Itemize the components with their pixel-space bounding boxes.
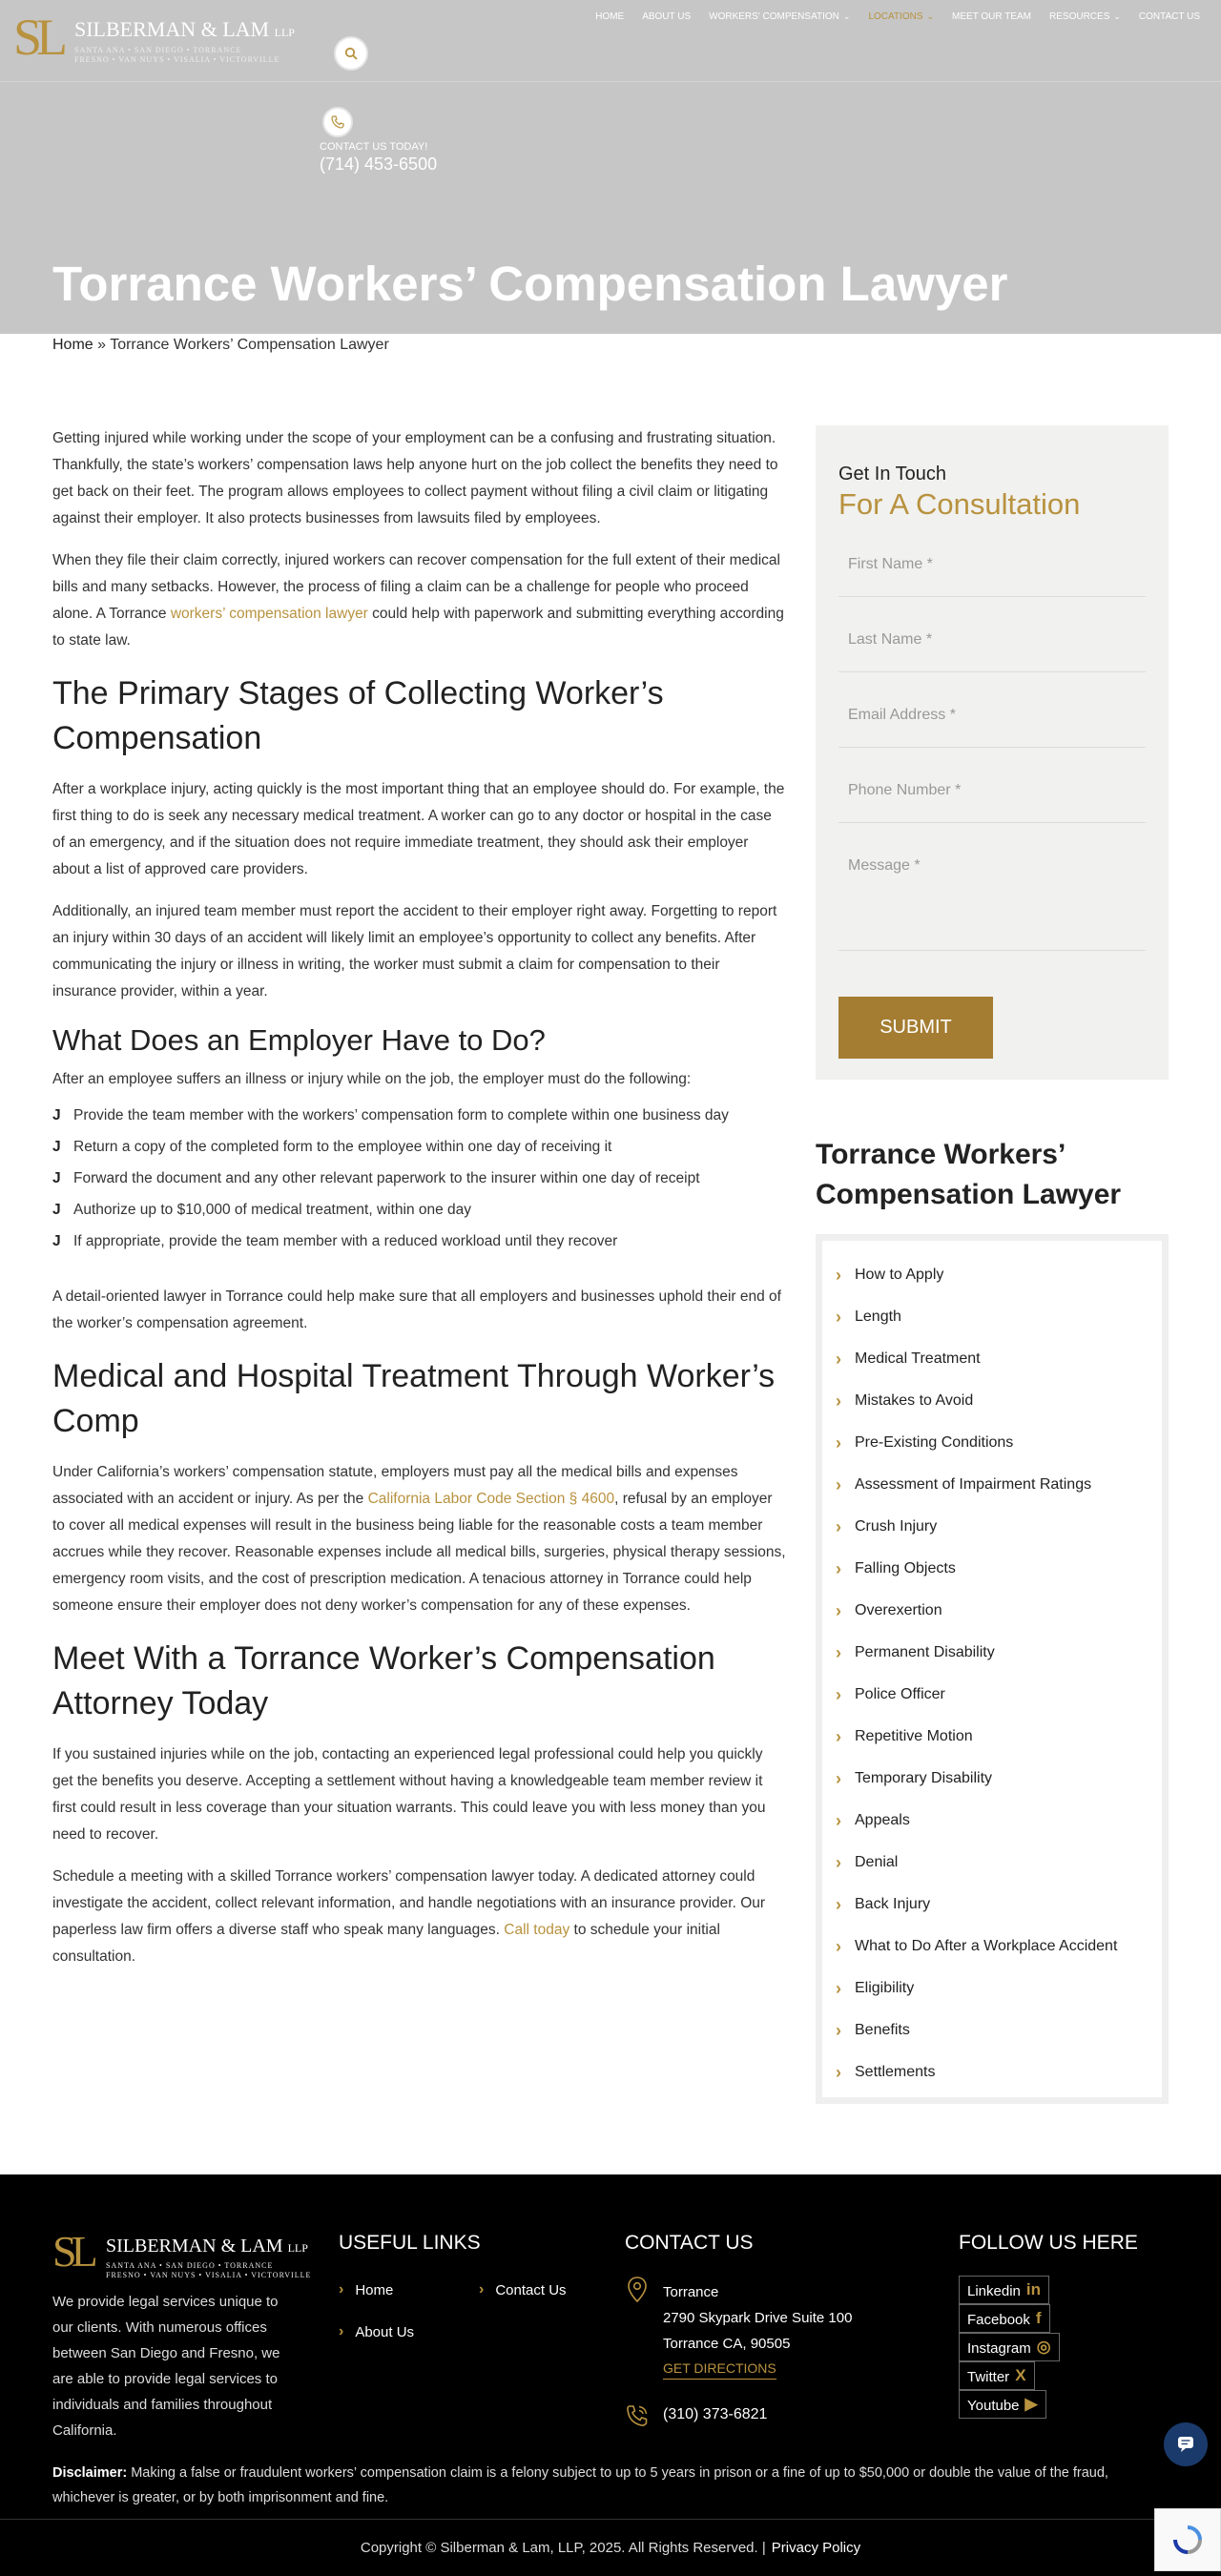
chevron-right-icon: ›: [836, 1768, 841, 1788]
chevron-right-icon: ›: [836, 1978, 841, 1998]
sidebar-link[interactable]: › How to Apply: [836, 1265, 944, 1285]
sidebar-link[interactable]: › Police Officer: [836, 1684, 945, 1704]
nav-item[interactable]: RESOURCES ⌄: [1049, 11, 1121, 22]
address-street: 2790 Skypark Drive Suite 100: [663, 2310, 853, 2326]
consultation-form: [816, 425, 1169, 1080]
subsection-heading: What Does an Employer Have to Do?: [52, 1023, 546, 1057]
chevron-right-icon: ›: [836, 1391, 841, 1411]
contact-heading: CONTACT US: [625, 2232, 754, 2254]
sidebar-link[interactable]: › Crush Injury: [836, 1516, 938, 1536]
chevron-right-icon: ›: [339, 2323, 344, 2339]
sidebar-link[interactable]: › Eligibility: [836, 1978, 915, 1998]
nav-item[interactable]: CONTACT US: [1138, 11, 1200, 22]
section-heading: Meet With a Torrance Worker’s Compensation Attorney Today: [52, 1640, 715, 1721]
sidebar-link[interactable]: › Temporary Disability: [836, 1768, 993, 1788]
list-bullet-icon: J: [52, 1107, 61, 1123]
chevron-down-icon: ⌄: [926, 11, 935, 21]
phone-icon: [331, 115, 344, 129]
section-heading: Medical and Hospital Treatment Through Worker’s Comp: [52, 1358, 776, 1439]
sidebar-link[interactable]: › Appeals: [836, 1810, 910, 1830]
chevron-right-icon: ›: [836, 1558, 841, 1578]
chevron-right-icon: ›: [836, 2020, 841, 2040]
footer-link-contact[interactable]: › Contact Us: [479, 2281, 567, 2298]
sidebar-title: Torrance Workers’ Compensation Lawyer: [816, 1139, 1122, 1210]
nav-item[interactable]: MEET OUR TEAM: [952, 11, 1032, 22]
recaptcha-badge[interactable]: [1154, 2508, 1221, 2571]
privacy-policy-link[interactable]: Privacy Policy: [771, 2540, 861, 2556]
facebook-icon: f: [1035, 2309, 1042, 2327]
labor-code-link[interactable]: California Labor Code Section § 4600: [367, 1491, 615, 1507]
footer-logo-name: SILBERMAN & LAM: [106, 2236, 283, 2257]
list-bullet-icon: J: [52, 1139, 61, 1155]
paragraph: If you sustained injuries while on the job, contacting an experienced legal professional could help you quickly get the benefits you deserve. Accepting a settlement without having a knowledgeable team member review it first could result in less coverage than your situation warrants. This could leave you with less money than you need to recover.: [52, 1746, 766, 1843]
logo-mark: SL: [13, 9, 63, 66]
contact-phone-button[interactable]: [322, 107, 353, 137]
hero-banner: [0, 0, 1221, 334]
chevron-right-icon: ›: [836, 1684, 841, 1704]
sidebar-link[interactable]: › Length: [836, 1307, 901, 1327]
logo-name: SILBERMAN & LAM: [74, 17, 270, 41]
footer-phone-number[interactable]: (310) 373-6821: [663, 2406, 768, 2422]
copyright-text: Copyright © Silberman & Lam, LLP, 2025. All Rights Reserved. |: [360, 2540, 766, 2556]
chevron-right-icon: ›: [836, 1307, 841, 1327]
sidebar-link[interactable]: › Benefits: [836, 2020, 910, 2040]
list-item: J Authorize up to $10,000 of medical treatment, within one day: [52, 1197, 787, 1224]
sidebar-link[interactable]: › Repetitive Motion: [836, 1726, 973, 1746]
main-nav: [595, 11, 1200, 22]
disclaimer-text: Making a false or fraudulent workers’ compensation claim is a felony subject to up to 5 years in prison or a fine of up to $50,000 or double the value of the fraud, whichever is greater, or by both imprisonment and fine.: [52, 2465, 1108, 2505]
section-heading: The Primary Stages of Collecting Worker’s Compensation: [52, 675, 664, 756]
site-footer: [0, 2174, 1221, 2576]
top-navigation-bar: [0, 0, 1221, 82]
recaptcha-icon: [1171, 2524, 1204, 2556]
chevron-right-icon: ›: [836, 1810, 841, 1830]
article-body: [52, 425, 787, 1986]
paragraph: After an employee suffers an illness or injury while on the job, the employer must do the following:: [52, 1071, 692, 1087]
sidebar-link[interactable]: › Assessment of Impairment Ratings: [836, 1474, 1092, 1494]
social-link-twitter[interactable]: Twitter X: [959, 2361, 1035, 2390]
logo-suffix: LLP: [274, 26, 295, 39]
youtube-icon: ▶: [1024, 2395, 1038, 2413]
nav-item[interactable]: LOCATIONS ⌄: [868, 11, 935, 22]
address-city: Torrance: [663, 2284, 719, 2300]
breadcrumb: [52, 337, 389, 354]
instagram-icon: ◎: [1036, 2338, 1051, 2356]
form-heading: For A Consultation: [838, 487, 1081, 521]
legal-disclaimer: [52, 2461, 1169, 2510]
main-content-area: [0, 334, 1221, 2174]
footer-logo-tagline-2: FRESNO • VAN NUYS • VISALIA • VICTORVILLE: [106, 2271, 312, 2279]
email-field[interactable]: Email Address *: [838, 695, 1146, 748]
chevron-down-icon: ⌄: [1113, 11, 1121, 21]
useful-links-heading: USEFUL LINKS: [339, 2232, 481, 2254]
footer-logo-mark: SL: [52, 2227, 93, 2276]
chevron-down-icon: ⌄: [842, 11, 851, 21]
footer-address: [663, 2279, 852, 2357]
footer-logo-suffix: LLP: [287, 2241, 308, 2255]
employer-duties-list: [52, 1103, 787, 1255]
sidebar-link[interactable]: › What to Do After a Workplace Accident: [836, 1936, 1118, 1956]
nav-item[interactable]: WORKERS' COMPENSATION ⌄: [709, 11, 851, 22]
list-item: J Forward the document and any other relevant paperwork to the insurer within one day of receipt: [52, 1165, 787, 1192]
last-name-field[interactable]: Last Name *: [838, 620, 1146, 672]
search-button[interactable]: [334, 36, 368, 71]
social-link-youtube[interactable]: Youtube ▶: [959, 2390, 1046, 2419]
chevron-right-icon: ›: [836, 1349, 841, 1369]
chevron-right-icon: ›: [836, 1516, 841, 1536]
first-name-field[interactable]: First Name *: [838, 545, 1146, 597]
footer-link-home[interactable]: › Home: [339, 2281, 394, 2298]
linkedin-icon: in: [1025, 2280, 1041, 2298]
breadcrumb-current: Torrance Workers’ Compensation Lawyer: [110, 337, 389, 353]
disclaimer-label: Disclaimer:: [52, 2465, 128, 2481]
paragraph: Under California’s workers’ compensation statute, employers must pay all the medical bills and expenses associated with an accident or injury. As per the California Labor Code Section § 4600, refusal by an employer to cover all medical expenses will result in the business being liable for the reasonable costs a team member accrues while they recover. Reasonable expenses include all medical bills, surgeries, physical therapy sessions, emergency room visits, and the cost of prescription medication. A tenacious attorney in Torrance could help someone ensure their employer does not deny worker’s compensation for any of these expenses.: [52, 1464, 786, 1614]
breadcrumb-home-link[interactable]: Home: [52, 337, 93, 353]
nav-item[interactable]: HOME: [595, 11, 625, 22]
list-item: J Provide the team member with the workers’ compensation form to complete within one business day: [52, 1103, 787, 1129]
chevron-right-icon: ›: [836, 1726, 841, 1746]
logo-tagline-2: FRESNO • VAN NUYS • VISALIA • VICTORVILLE: [74, 55, 280, 64]
search-icon: [344, 47, 358, 60]
paragraph: When they file their claim correctly, injured workers can recover compensation for the full extent of their medical bills and many setbacks. However, the process of filing a claim can be a challenge for people who proceed alone. A Torrance workers’ compensation lawyer could help with paperwork and submitting everything according to state law.: [52, 552, 784, 649]
get-directions-link[interactable]: GET DIRECTIONS: [663, 2360, 776, 2380]
sidebar-link[interactable]: › Falling Objects: [836, 1558, 956, 1578]
follow-us-heading: FOLLOW US HERE: [959, 2232, 1138, 2254]
call-today-link[interactable]: Call today: [504, 1922, 570, 1938]
chevron-right-icon: ›: [836, 1265, 841, 1285]
form-eyebrow: Get In Touch: [838, 464, 947, 484]
footer-logo-tagline-1: SANTA ANA • SAN DIEGO • TORRANCE: [106, 2261, 274, 2270]
twitter-icon: X: [1015, 2366, 1026, 2384]
chat-icon: [1176, 2435, 1195, 2454]
phone-field[interactable]: Phone Number *: [838, 771, 1146, 823]
message-field[interactable]: Message *: [838, 846, 1146, 951]
chevron-right-icon: ›: [836, 1852, 841, 1872]
chevron-right-icon: ›: [836, 1894, 841, 1914]
submit-button[interactable]: SUBMIT: [838, 997, 993, 1059]
page-title: Torrance Workers’ Compensation Lawyer: [52, 257, 1008, 311]
paragraph: Schedule a meeting with a skilled Torrance workers’ compensation lawyer today. A dedicated attorney could investigate the accident, collect relevant information, and handle negotiations with an insurance provider. Our paperless law firm offers a diverse staff who speak many languages. Call today to schedule your initial consultation.: [52, 1868, 766, 1965]
list-bullet-icon: J: [52, 1202, 61, 1218]
sidebar-link[interactable]: › Denial: [836, 1852, 899, 1872]
chevron-right-icon: ›: [339, 2281, 344, 2298]
sidebar-link[interactable]: › Mistakes to Avoid: [836, 1391, 974, 1411]
social-link-instagram[interactable]: Instagram ◎: [959, 2333, 1060, 2361]
sidebar-link[interactable]: › Pre-Existing Conditions: [836, 1432, 1014, 1453]
chevron-right-icon: ›: [836, 1432, 841, 1453]
social-link-facebook[interactable]: Facebook f: [959, 2304, 1050, 2333]
sidebar-link[interactable]: › Medical Treatment: [836, 1349, 981, 1369]
chevron-right-icon: ›: [836, 1600, 841, 1620]
paragraph: After a workplace injury, acting quickly is the most important thing that an employee should do. For example, the first thing to do is seek any necessary medical treatment. A worker can go to any doctor or hospital in the case of an emergency, and if the situation does not require immediate treatment, they should ask their employer about a list of approved care providers.: [52, 781, 785, 877]
copyright-bar: [0, 2519, 1221, 2576]
list-item: J Return a copy of the completed form to the employee within one day of receiving it: [52, 1134, 787, 1161]
footer-logo[interactable]: [52, 2227, 312, 2279]
map-pin-icon: [626, 2276, 649, 2304]
chevron-right-icon: ›: [836, 1936, 841, 1956]
intro-paragraph: Getting injured while working under the scope of your employment can be a confusing and frustrating situation. Thankfully, the state’s workers’ compensation laws help anyone hurt on the job collect the benefits they need to get back on their feet. The program allows employees to collect payment without filing a civil claim or litigating against their employer. It also protects businesses from lawsuits filed by employees.: [52, 430, 778, 526]
chevron-right-icon: ›: [836, 1474, 841, 1494]
list-bullet-icon: J: [52, 1170, 61, 1186]
contact-us-today-label: CONTACT US TODAY!: [320, 141, 428, 153]
logo-tagline-1: SANTA ANA • SAN DIEGO • TORRANCE: [74, 46, 242, 54]
list-item: J If appropriate, provide the team member with a reduced workload until they recover: [52, 1228, 787, 1255]
chevron-right-icon: ›: [479, 2281, 485, 2298]
paragraph: Additionally, an injured team member must report the accident to their employer right away. Forgetting to report an injury within 30 days of an accident will likely limit an employee’s opportunity to collect any benefits. After communicating the injury or illness in writing, the worker must submit a claim for compensation to their insurance provider, within a year.: [52, 903, 777, 999]
nav-item[interactable]: ABOUT US: [642, 11, 692, 22]
sidebar-link[interactable]: › Settlements: [836, 2062, 936, 2082]
sidebar-link[interactable]: › Permanent Disability: [836, 1642, 995, 1662]
workers-comp-lawyer-link[interactable]: workers’ compensation lawyer: [170, 606, 368, 622]
chat-widget-button[interactable]: [1164, 2422, 1208, 2466]
site-logo[interactable]: [13, 11, 295, 64]
sidebar-link[interactable]: › Overexertion: [836, 1600, 942, 1620]
list-bullet-icon: J: [52, 1233, 61, 1249]
paragraph: A detail-oriented lawyer in Torrance could help make sure that all employers and businesses uphold their end of the worker’s compensation agreement.: [52, 1288, 781, 1331]
header-phone-number[interactable]: (714) 453-6500: [320, 155, 438, 174]
phone-icon: [625, 2403, 650, 2428]
social-link-linkedin[interactable]: Linkedin in: [959, 2276, 1049, 2304]
address-city-zip: Torrance CA, 90505: [663, 2336, 791, 2352]
sidebar-menu: [816, 1234, 1169, 2104]
sidebar-link[interactable]: › Back Injury: [836, 1894, 931, 1914]
footer-link-about[interactable]: › About Us: [339, 2323, 415, 2340]
footer-about-text: We provide legal services unique to our clients. With numerous offices between San Diego and Fresno, we are able to provide legal services to individuals and families throughout California.: [52, 2294, 280, 2439]
chevron-right-icon: ›: [836, 1642, 841, 1662]
breadcrumb-separator: »: [97, 337, 107, 353]
chevron-right-icon: ›: [836, 2062, 841, 2082]
